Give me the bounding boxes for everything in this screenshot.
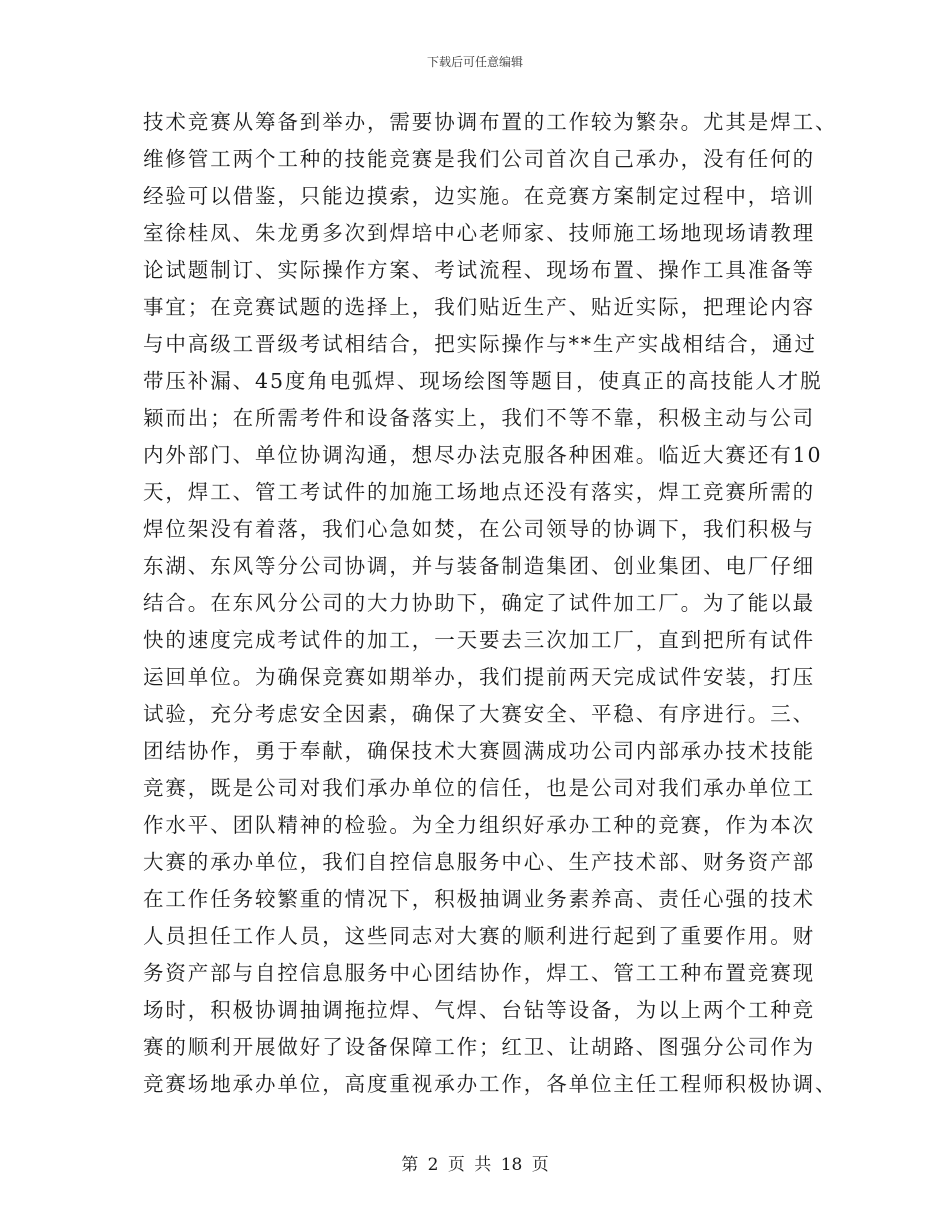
text-line: 与中高级工晋级考试相结合，把实际操作与**生产实战相结合，通过 <box>143 332 817 356</box>
text-line: 带压补漏、45度角电弧焊、现场绘图等题目，使真正的高技能人才脱 <box>143 369 823 393</box>
text-line: 内外部门、单位协调沟通，想尽办法克服各种困难。临近大赛还有10 <box>143 443 823 467</box>
text-line: 维修管工两个工种的技能竞赛是我们公司首次自己承办，没有任何的 <box>143 147 815 171</box>
text-line: 天，焊工、管工考试件的加施工场地点还没有落实，焊工竞赛所需的 <box>143 480 815 504</box>
text-line: 人员担任工作人员，这些同志对大赛的顺利进行起到了重要作用。财 <box>143 924 815 948</box>
text-line: 竞赛场地承办单位，高度重视承办工作，各单位主任工程师积极协调、 <box>143 1072 838 1096</box>
text-line: 事宜；在竞赛试题的选择上，我们贴近生产、贴近实际，把理论内容 <box>143 295 815 319</box>
text-line: 快的速度完成考试件的加工，一天要去三次加工厂，直到把所有试件 <box>143 628 815 652</box>
text-line: 赛的顺利开展做好了设备保障工作；红卫、让胡路、图强分公司作为 <box>143 1035 815 1059</box>
body-text <box>143 104 838 1103</box>
text-line: 室徐桂凤、朱龙勇多次到焊培中心老师家、技师施工场地现场请教理 <box>143 221 815 245</box>
text-line: 场时，积极协调抽调拖拉焊、气焊、台钻等设备，为以上两个工种竞 <box>143 998 815 1022</box>
text-line: 竞赛，既是公司对我们承办单位的信任，也是公司对我们承办单位工 <box>143 776 815 800</box>
text-line: 作水平、团队精神的检验。为全力组织好承办工种的竞赛，作为本次 <box>143 813 815 837</box>
page-number: 第 2 页 共 18 页 <box>401 1155 549 1175</box>
page-header: 下载后可任意编辑 <box>426 55 523 69</box>
text-line: 在工作任务较繁重的情况下，积极抽调业务素养高、责任心强的技术 <box>143 887 815 911</box>
text-line: 结合。在东风分公司的大力协助下，确定了试件加工厂。为了能以最 <box>143 591 815 615</box>
text-line: 焊位架没有着落，我们心急如焚，在公司领导的协调下，我们积极与 <box>143 517 815 541</box>
text-line: 运回单位。为确保竞赛如期举办，我们提前两天完成试件安装，打压 <box>143 665 815 689</box>
text-line: 务资产部与自控信息服务中心团结协作，焊工、管工工种布置竞赛现 <box>143 961 815 985</box>
text-line: 团结协作，勇于奉献，确保技术大赛圆满成功公司内部承办技术技能 <box>143 739 815 763</box>
text-line: 论试题制订、实际操作方案、考试流程、现场布置、操作工具准备等 <box>143 258 815 282</box>
text-line: 经验可以借鉴，只能边摸索，边实施。在竞赛方案制定过程中，培训 <box>143 184 815 208</box>
text-line: 颖而出；在所需考件和设备落实上，我们不等不靠，积极主动与公司 <box>143 406 815 430</box>
text-line: 试验，充分考虑安全因素，确保了大赛安全、平稳、有序进行。三、 <box>143 702 815 726</box>
text-line: 技术竞赛从筹备到举办，需要协调布置的工作较为繁杂。尤其是焊工、 <box>143 110 838 134</box>
text-line: 大赛的承办单位，我们自控信息服务中心、生产技术部、财务资产部 <box>143 850 815 874</box>
text-line: 东湖、东风等分公司协调，并与装备制造集团、创业集团、电厂仔细 <box>143 554 815 578</box>
